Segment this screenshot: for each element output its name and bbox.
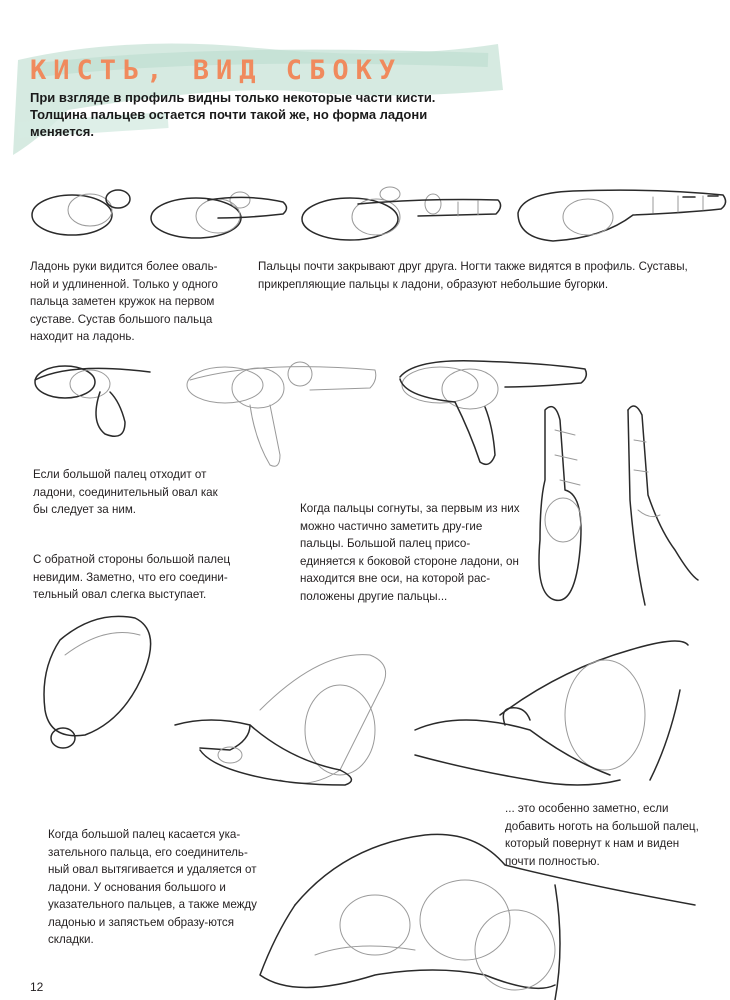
sketch-thumb-out-1: [30, 362, 160, 442]
sketch-palm-step-4: [513, 183, 730, 253]
intro-text: При взгляде в профиль видны только некоторые части кисти. Толщина пальцев остается почти такой же, но форма ладони меняется.: [30, 90, 436, 139]
sketch-palm-step-1: [30, 185, 145, 245]
sketch-palm-step-2: [148, 188, 293, 248]
sketch-thumb-out-2: [180, 360, 380, 470]
sketch-hand-open-2: [410, 630, 695, 790]
caption-thumb-hidden: С обратной стороны большой палец невидим. Заметно, что его соедини-тельный овал слегка выступает.: [33, 553, 231, 601]
caption-fingers-bent: Когда пальцы согнуты, за первым из них можно частично заметить дру-гие пальцы. Большой палец присо-единяется к боковой стороне ладони, он находится вне оси, на которой рас-положены другие пальцы...: [300, 502, 520, 603]
sketch-hand-open-1: [170, 630, 400, 790]
caption-thumb-touch: Когда большой палец касается ука-зательного пальца, его соединитель-ный овал вытягивается и удаляется от ладони. У основания большого и указательного пальцев, а также между ладонью и запястьем образу-ются складки.: [48, 828, 257, 946]
sketch-hand-vertical-1: [535, 400, 610, 610]
page-title: КИСТЬ, ВИД СБОКУ: [30, 55, 403, 86]
caption-fingers-profile: Пальцы почти закрывают друг друга. Ногти также видятся в профиль. Суставы, прикрепляющие пальцы к ладони, образуют небольшие бугорки.: [258, 260, 688, 291]
sketch-palm-step-3: [298, 184, 508, 249]
page-number: 12: [30, 980, 44, 994]
caption-thumb-follows: Если большой палец отходит от ладони, соединительный овал как бы следует за ним.: [33, 468, 218, 516]
caption-palm-oval: Ладонь руки видится более оваль-ной и удлиненной. Только у одного пальца заметен кружок на первом суставе. Сустав большого пальца находит на ладонь.: [30, 260, 218, 343]
caption-thumb-nail: ... это особенно заметно, если добавить ноготь на большой палец, который повернут к нам и виден почти полностью.: [505, 802, 699, 868]
sketch-hand-vertical-2: [620, 400, 705, 615]
sketch-palm-oval-3d: [35, 610, 165, 755]
sketch-hand-pinch: [255, 825, 705, 1000]
